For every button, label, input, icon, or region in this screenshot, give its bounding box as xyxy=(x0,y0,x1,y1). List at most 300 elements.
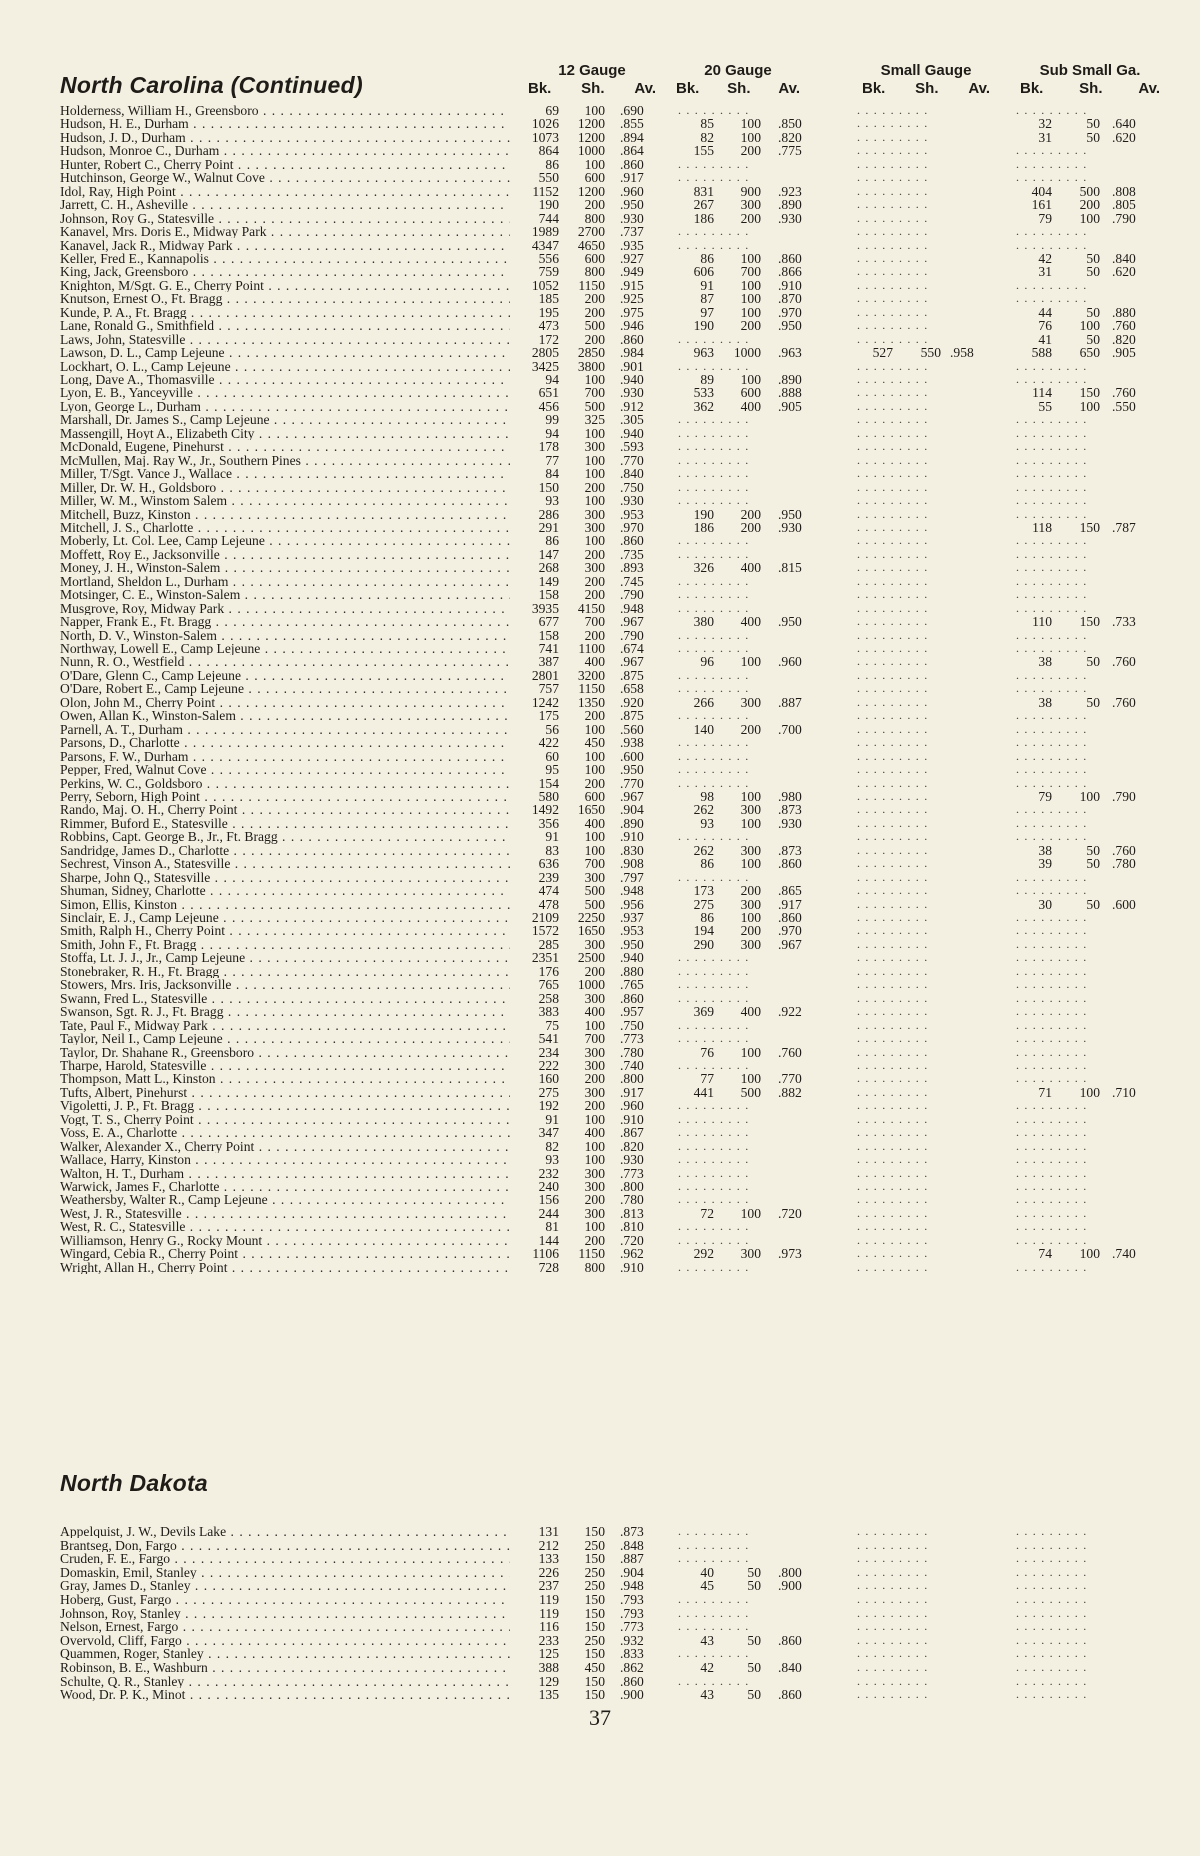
average-12: .690 xyxy=(620,103,644,118)
empty-leader: . . . . . . . . . xyxy=(857,1192,929,1207)
table-row xyxy=(0,1140,1200,1153)
empty-leader: . . . . . . . . . xyxy=(1016,641,1088,655)
empty-leader: . . . . . . . . . xyxy=(1016,1687,1088,1702)
shot-at-12: 300 xyxy=(584,560,605,576)
table-row xyxy=(0,1607,1200,1620)
shooter-name: Mitchell, Buzz, Kinston . . . xyxy=(60,508,510,521)
empty-leader: . . . . . . . . . xyxy=(678,1031,750,1046)
table-row xyxy=(0,723,1200,736)
table-row xyxy=(0,642,1200,655)
shot-at-12: 600 xyxy=(584,788,605,804)
shooter-name: Shuman, Sidney, Charlotte . . . xyxy=(60,884,510,897)
empty-leader: . . . . . . . . . xyxy=(857,627,929,642)
shooter-name: Miller, T/Sgt. Vance J., Wallace . . . xyxy=(60,467,510,480)
empty-leader: . . . . . . . . . xyxy=(857,493,929,508)
shot-at-12: 1000 xyxy=(577,977,605,993)
shooter-name: Tharpe, Harold, Statesville . . . xyxy=(60,1059,510,1072)
average: .720 xyxy=(778,1205,802,1221)
table-row xyxy=(0,1005,1200,1018)
shot-at-12: 700 xyxy=(584,1031,605,1047)
average-12: .813 xyxy=(620,1205,644,1221)
empty-leader: . . . . . . . . . xyxy=(678,439,750,454)
shooter-name: Stonebraker, R. H., Ft. Bragg . . . xyxy=(60,965,510,978)
table-row xyxy=(0,561,1200,574)
average-12: .908 xyxy=(620,856,644,872)
average-12: .305 xyxy=(620,412,644,428)
empty-leader: . . . . . . . . . xyxy=(1016,775,1088,790)
shooter-name: Nelson, Ernest, Fargo . . . xyxy=(60,1620,510,1633)
empty-leader: . . . . . . . . . xyxy=(1016,721,1088,736)
shooter-name: Lyon, E. B., Yanceyville . . . xyxy=(60,386,510,399)
average-12: .932 xyxy=(620,1632,644,1648)
shot-at-12: 500 xyxy=(584,398,605,414)
shooter-name: Napper, Frank E., Ft. Bragg . . . xyxy=(60,615,510,628)
average-12: .840 xyxy=(620,466,644,482)
shooter-name: Money, J. H., Winston-Salem . . . xyxy=(60,561,510,574)
shot-at-12: 450 xyxy=(584,1660,605,1675)
birds-broken-12: 741 xyxy=(538,641,559,656)
empty-leader: . . . . . . . . . xyxy=(857,735,929,750)
average-12: .940 xyxy=(620,372,644,387)
shooter-name: Jarrett, C. H., Asheville . . . xyxy=(60,198,510,211)
average-12: .967 xyxy=(620,614,644,630)
empty-leader: . . . . . . . . . xyxy=(678,1152,750,1167)
shot-at-12: 1200 xyxy=(577,116,605,132)
empty-leader: . . . . . . . . . xyxy=(1016,452,1088,467)
shooter-name: Mortland, Sheldon L., Durham . . . xyxy=(60,575,510,588)
shot-at-12: 300 xyxy=(584,869,605,885)
shooter-name: Sechrest, Vinson A., Statesville . . . xyxy=(60,857,510,870)
empty-leader: . . . . . . . . . xyxy=(857,856,929,871)
shooter-name: O'Dare, Robert E., Camp Lejeune . . . xyxy=(60,682,510,695)
empty-leader: . . . . . . . . . xyxy=(857,560,929,575)
shot-at-12: 1150 xyxy=(578,1246,605,1262)
shot-at: 50 xyxy=(1086,694,1100,710)
shot-at: 300 xyxy=(740,1246,761,1262)
shot-at-12: 300 xyxy=(584,1205,605,1221)
shooter-name: Taylor, Neil I., Camp Lejeune . . . xyxy=(60,1032,510,1045)
table-row xyxy=(0,252,1200,265)
empty-leader: . . . . . . . . . xyxy=(1016,1660,1088,1674)
shooter-name: Williamson, Henry G., Rocky Mount . . . xyxy=(60,1234,510,1247)
shot-at: 50 xyxy=(747,1578,761,1594)
shot-at: 300 xyxy=(740,936,761,952)
col-bk: Bk. xyxy=(1020,80,1044,97)
average-12: .873 xyxy=(620,1524,644,1539)
empty-leader: . . . . . . . . . xyxy=(857,748,929,763)
average: .790 xyxy=(1112,788,1136,804)
empty-leader: . . . . . . . . . xyxy=(1016,708,1088,723)
average: .860 xyxy=(778,1632,802,1648)
average: .770 xyxy=(778,1071,802,1087)
birds-broken: 79 xyxy=(1038,210,1052,226)
birds-broken-12: 388 xyxy=(538,1660,559,1675)
empty-leader: . . . . . . . . . xyxy=(678,331,750,346)
average-12: .793 xyxy=(620,1592,644,1607)
shooter-name: Parnell, A. T., Durham . . . xyxy=(60,723,510,736)
birds-broken-12: 232 xyxy=(538,1165,559,1181)
empty-leader: . . . . . . . . . xyxy=(857,277,929,292)
empty-leader: . . . . . . . . . xyxy=(1016,1632,1088,1647)
shot-at-12: 200 xyxy=(584,197,605,213)
average: .787 xyxy=(1112,519,1136,535)
birds-broken: 42 xyxy=(1038,250,1052,266)
shot-at: 100 xyxy=(740,815,761,831)
table-row xyxy=(0,1675,1200,1688)
shot-at: 100 xyxy=(740,129,761,145)
col-bk: Bk. xyxy=(676,80,700,97)
shooter-name: Kunde, P. A., Ft. Bragg . . . xyxy=(60,306,510,319)
average-12: .735 xyxy=(620,546,644,562)
average-12: .810 xyxy=(620,1219,644,1235)
birds-broken-12: 347 xyxy=(538,1125,559,1141)
birds-broken-12: 356 xyxy=(538,815,559,831)
table-row xyxy=(0,386,1200,399)
average: .882 xyxy=(778,1084,802,1100)
average-12: .773 xyxy=(620,1165,644,1181)
average: .900 xyxy=(778,1578,802,1594)
average: .873 xyxy=(778,802,802,818)
empty-leader: . . . . . . . . . xyxy=(1016,277,1088,292)
empty-leader: . . . . . . . . . xyxy=(857,950,929,965)
shooter-name: Rimmer, Buford E., Statesville . . . xyxy=(60,817,510,830)
shooter-name: Moffett, Roy E., Jacksonville . . . xyxy=(60,548,510,561)
average: .905 xyxy=(1112,345,1136,361)
birds-broken-12: 93 xyxy=(545,1152,559,1168)
shot-at-12: 150 xyxy=(584,1673,605,1689)
empty-leader: . . . . . . . . . xyxy=(857,600,929,615)
col-av: Av. xyxy=(634,80,656,97)
table-row xyxy=(0,803,1200,816)
shot-at: 50 xyxy=(1086,896,1100,912)
birds-broken: 186 xyxy=(693,519,714,535)
empty-leader: . . . . . . . . . xyxy=(678,493,750,508)
shot-at-12: 200 xyxy=(584,1071,605,1087)
average-12: .720 xyxy=(620,1232,644,1248)
empty-leader: . . . . . . . . . xyxy=(1016,950,1088,965)
shot-at: 50 xyxy=(1086,842,1100,858)
empty-leader: . . . . . . . . . xyxy=(1016,735,1088,750)
average-12: .975 xyxy=(620,304,644,320)
col-sh: Sh. xyxy=(1079,80,1103,97)
shooter-name: Quammen, Roger, Stanley . . . xyxy=(60,1647,510,1660)
birds-broken-12: 212 xyxy=(538,1537,559,1553)
empty-leader: . . . . . . . . . xyxy=(857,990,929,1005)
empty-leader: . . . . . . . . . xyxy=(857,533,929,548)
shooter-name: West, J. R., Statesville . . . xyxy=(60,1207,510,1220)
table-row xyxy=(0,1566,1200,1579)
shot-at: 100 xyxy=(740,856,761,872)
average-12: .967 xyxy=(620,654,644,670)
table-row xyxy=(0,265,1200,278)
table-row xyxy=(0,198,1200,211)
shot-at-12: 600 xyxy=(584,250,605,266)
average-12: .962 xyxy=(620,1246,644,1262)
shot-at-12: 100 xyxy=(584,452,605,468)
average-12: .860 xyxy=(620,331,644,347)
empty-leader: . . . . . . . . . xyxy=(1016,170,1088,185)
empty-leader: . . . . . . . . . xyxy=(857,829,929,844)
empty-leader: . . . . . . . . . xyxy=(857,1619,929,1634)
state-heading-north-carolina: North Carolina (Continued) xyxy=(60,72,363,98)
shot-at-12: 3200 xyxy=(577,667,605,683)
shot-at-12: 300 xyxy=(584,439,605,455)
shot-at: 50 xyxy=(1086,116,1100,132)
empty-leader: . . . . . . . . . xyxy=(678,1537,750,1552)
shooter-name: West, R. C., Statesville . . . xyxy=(60,1220,510,1233)
table-row xyxy=(0,817,1200,830)
shot-at: 100 xyxy=(740,250,761,266)
empty-leader: . . . . . . . . . xyxy=(857,1098,929,1113)
shooter-name: Lawson, D. L., Camp Lejeune . . . xyxy=(60,346,510,359)
empty-leader: . . . . . . . . . xyxy=(1016,1205,1088,1220)
birds-broken: 39 xyxy=(1038,856,1052,872)
empty-leader: . . . . . . . . . xyxy=(1016,802,1088,817)
average: .760 xyxy=(1112,385,1136,401)
shot-at: 100 xyxy=(1079,398,1100,414)
empty-leader: . . . . . . . . . xyxy=(857,936,929,951)
table-row xyxy=(0,1113,1200,1126)
table-row xyxy=(0,629,1200,642)
birds-broken-12: 91 xyxy=(545,829,559,845)
average-12: .904 xyxy=(620,802,644,818)
shot-at-12: 200 xyxy=(584,573,605,589)
average-12: .745 xyxy=(620,573,644,589)
shot-at-12: 800 xyxy=(584,1259,605,1275)
table-row xyxy=(0,1193,1200,1206)
empty-leader: . . . . . . . . . xyxy=(678,479,750,494)
shooter-name: Parsons, F. W., Durham . . . xyxy=(60,750,510,763)
empty-leader: . . . . . . . . . xyxy=(678,1179,750,1193)
table-row xyxy=(0,292,1200,305)
birds-broken: 91 xyxy=(700,277,714,293)
empty-leader: . . . . . . . . . xyxy=(678,963,750,978)
col-sh: Sh. xyxy=(727,80,751,97)
table-row xyxy=(0,454,1200,467)
shooter-name: Lyon, George L., Durham . . . xyxy=(60,400,510,413)
shot-at: 500 xyxy=(1079,183,1100,199)
table-row xyxy=(0,1234,1200,1247)
average: .866 xyxy=(778,264,802,280)
shot-at-12: 100 xyxy=(584,762,605,778)
average-12: .930 xyxy=(620,385,644,401)
average-12: .917 xyxy=(620,170,644,186)
shot-at-12: 250 xyxy=(584,1578,605,1594)
table-row xyxy=(0,346,1200,359)
empty-leader: . . . . . . . . . xyxy=(1016,1605,1088,1620)
shooter-name: Johnson, Roy, Stanley . . . xyxy=(60,1607,510,1620)
table-row xyxy=(0,212,1200,225)
shot-at-12: 150 xyxy=(584,1619,605,1635)
average-12: .904 xyxy=(620,1564,644,1580)
birds-broken-12: 93 xyxy=(545,493,559,509)
empty-leader: . . . . . . . . . xyxy=(678,170,750,185)
col-bk: Bk. xyxy=(528,80,552,97)
table-row xyxy=(0,911,1200,924)
table-row xyxy=(0,239,1200,252)
shooter-name: Robbins, Capt. George B., Jr., Ft. Bragg . . . xyxy=(60,830,510,843)
empty-leader: . . . . . . . . . xyxy=(1016,1152,1088,1167)
birds-broken-12: 728 xyxy=(538,1259,559,1275)
empty-leader: . . . . . . . . . xyxy=(857,815,929,830)
empty-leader: . . . . . . . . . xyxy=(857,210,929,225)
shot-at-12: 1650 xyxy=(577,923,605,939)
birds-broken: 82 xyxy=(700,129,714,145)
birds-broken: 527 xyxy=(872,345,893,361)
birds-broken-12: 1492 xyxy=(531,802,559,818)
shot-at-12: 100 xyxy=(584,842,605,858)
table-row xyxy=(0,1261,1200,1274)
birds-broken-12: 175 xyxy=(538,708,559,724)
table-row xyxy=(0,1167,1200,1180)
empty-leader: . . . . . . . . . xyxy=(1016,573,1088,588)
shot-at-12: 250 xyxy=(584,1537,605,1553)
empty-leader: . . . . . . . . . xyxy=(1016,1259,1088,1274)
table-row xyxy=(0,1059,1200,1072)
average: .980 xyxy=(778,788,802,804)
shot-at-12: 1150 xyxy=(578,681,605,697)
shot-at-12: 150 xyxy=(584,1592,605,1607)
birds-broken-12: 178 xyxy=(538,439,559,455)
empty-leader: . . . . . . . . . xyxy=(1016,493,1088,508)
shot-at: 50 xyxy=(1086,654,1100,670)
empty-leader: . . . . . . . . . xyxy=(678,237,750,252)
shot-at-12: 2850 xyxy=(577,345,605,361)
empty-leader: . . . . . . . . . xyxy=(857,963,929,978)
shot-at-12: 200 xyxy=(584,775,605,791)
shooter-name: Voss, E. A., Charlotte . . . xyxy=(60,1126,510,1139)
shooter-name: McDonald, Eugene, Pinehurst . . . xyxy=(60,440,510,453)
birds-broken-12: 1572 xyxy=(531,923,559,939)
birds-broken: 87 xyxy=(700,291,714,307)
average-12: .910 xyxy=(620,1259,644,1275)
table-row xyxy=(0,951,1200,964)
shooter-name: Smith, John F., Ft. Bragg . . . xyxy=(60,938,510,951)
average: .775 xyxy=(778,143,802,159)
average-12: .890 xyxy=(620,815,644,831)
average: .905 xyxy=(778,398,802,414)
birds-broken-12: 119 xyxy=(539,1605,559,1621)
average: .890 xyxy=(778,197,802,213)
group-title: 12 Gauge xyxy=(558,62,626,79)
empty-leader: . . . . . . . . . xyxy=(1016,372,1088,386)
shooter-name: Hunter, Robert C., Cherry Point . . . xyxy=(60,158,510,171)
average: .790 xyxy=(1112,210,1136,226)
shooter-name: Stoffa, Lt. J. J., Jr., Camp Lejeune . . . xyxy=(60,951,510,964)
birds-broken-12: 77 xyxy=(545,452,559,468)
average-12: .950 xyxy=(620,197,644,213)
empty-leader: . . . . . . . . . xyxy=(1016,1673,1088,1688)
average-12: .930 xyxy=(620,210,644,226)
birds-broken-12: 456 xyxy=(538,398,559,414)
empty-leader: . . . . . . . . . xyxy=(857,1017,929,1032)
average-12: .940 xyxy=(620,425,644,441)
shot-at: 150 xyxy=(1079,614,1100,630)
empty-leader: . . . . . . . . . xyxy=(1016,977,1088,992)
shot-at: 100 xyxy=(740,304,761,320)
birds-broken-12: 422 xyxy=(538,735,559,751)
average-12: .949 xyxy=(620,264,644,280)
empty-leader: . . . . . . . . . xyxy=(678,1232,750,1247)
empty-leader: . . . . . . . . . xyxy=(857,425,929,440)
empty-leader: . . . . . . . . . xyxy=(1016,291,1088,306)
birds-broken: 190 xyxy=(693,506,714,522)
table-row xyxy=(0,440,1200,453)
shot-at: 550 xyxy=(920,345,941,361)
shot-at: 100 xyxy=(1079,788,1100,804)
shot-at-12: 700 xyxy=(584,385,605,401)
birds-broken: 43 xyxy=(700,1632,714,1648)
shooter-name: Olon, John M., Cherry Point . . . xyxy=(60,696,510,709)
shooter-name: Knutson, Ernest O., Ft. Bragg . . . xyxy=(60,292,510,305)
birds-broken: 362 xyxy=(693,398,714,414)
average: .840 xyxy=(778,1660,802,1675)
shooter-name: Wood, Dr. P. K., Minot . . . xyxy=(60,1688,510,1701)
shooter-name: Taylor, Dr. Shahane R., Greensboro . . . xyxy=(60,1046,510,1059)
average: .950 xyxy=(778,318,802,334)
shot-at: 300 xyxy=(740,802,761,818)
shooter-name: Hudson, Monroe C., Durham . . . xyxy=(60,144,510,157)
birds-broken: 266 xyxy=(693,694,714,710)
shooter-name: Parsons, D., Charlotte . . . xyxy=(60,736,510,749)
birds-broken: 86 xyxy=(700,856,714,872)
empty-leader: . . . . . . . . . xyxy=(1016,762,1088,777)
average: .760 xyxy=(1112,694,1136,710)
empty-leader: . . . . . . . . . xyxy=(1016,143,1088,158)
average-12: .910 xyxy=(620,829,644,845)
average-12: .780 xyxy=(620,1192,644,1208)
shooter-name: Kanavel, Jack R., Midway Park . . . xyxy=(60,239,510,252)
birds-broken-12: 84 xyxy=(545,466,559,482)
average: .640 xyxy=(1112,116,1136,132)
birds-broken: 72 xyxy=(700,1205,714,1221)
shot-at: 900 xyxy=(740,183,761,199)
birds-broken-12: 2109 xyxy=(531,910,559,925)
group-header-20-gauge xyxy=(676,62,800,98)
empty-leader: . . . . . . . . . xyxy=(1016,439,1088,454)
col-sh: Sh. xyxy=(581,80,605,97)
shot-at: 50 xyxy=(747,1564,761,1580)
empty-leader: . . . . . . . . . xyxy=(857,1673,929,1688)
average-12: .901 xyxy=(620,358,644,374)
shot-at-12: 400 xyxy=(584,654,605,670)
table-row xyxy=(0,857,1200,870)
average: .923 xyxy=(778,183,802,199)
empty-leader: . . . . . . . . . xyxy=(1016,1551,1088,1566)
average: .860 xyxy=(778,910,802,925)
table-row xyxy=(0,1220,1200,1233)
average-12: .773 xyxy=(620,1031,644,1047)
table-row xyxy=(0,1072,1200,1085)
birds-broken-12: 474 xyxy=(538,883,559,899)
empty-leader: . . . . . . . . . xyxy=(1016,1044,1088,1059)
average-12: .780 xyxy=(620,1044,644,1060)
average-12: .860 xyxy=(620,156,644,172)
birds-broken: 32 xyxy=(1038,116,1052,132)
table-row xyxy=(0,360,1200,373)
shot-at-12: 200 xyxy=(584,627,605,643)
average-12: .593 xyxy=(620,439,644,455)
shooter-name: Sinclair, E. J., Camp Lejeune . . . xyxy=(60,911,510,924)
shot-at-12: 500 xyxy=(584,318,605,334)
empty-leader: . . . . . . . . . xyxy=(1016,1592,1088,1606)
empty-leader: . . . . . . . . . xyxy=(678,641,750,655)
empty-leader: . . . . . . . . . xyxy=(857,398,929,413)
average-12: .860 xyxy=(620,990,644,1006)
empty-leader: . . . . . . . . . xyxy=(857,318,929,333)
empty-leader: . . . . . . . . . xyxy=(857,587,929,602)
table-row xyxy=(0,319,1200,332)
